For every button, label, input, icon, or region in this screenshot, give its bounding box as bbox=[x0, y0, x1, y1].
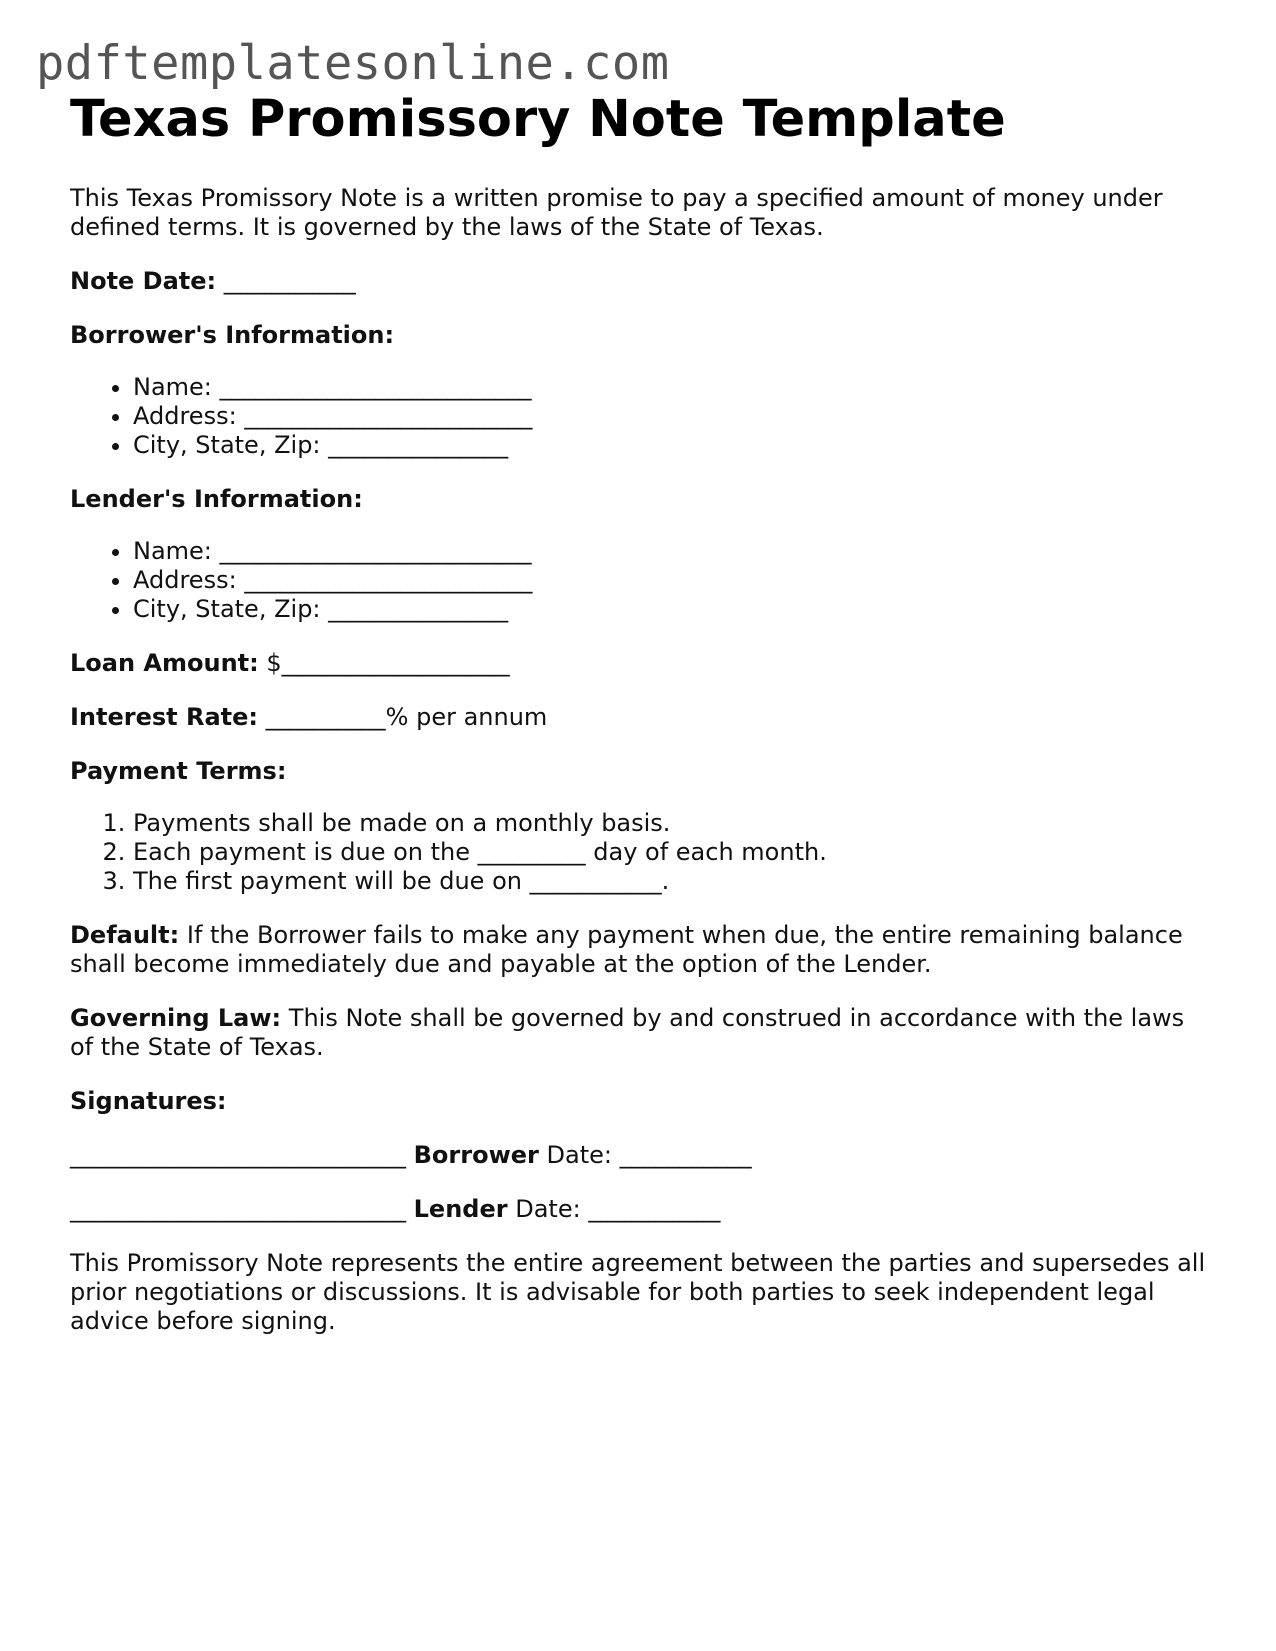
document-body bbox=[70, 88, 1210, 1336]
borrower-heading bbox=[70, 321, 1210, 350]
payment-terms-heading-label: Payment Terms: bbox=[70, 757, 287, 785]
borrower-date-label: Date: bbox=[546, 1141, 612, 1169]
default-clause bbox=[70, 921, 1210, 979]
lender-name-label: Name: bbox=[133, 537, 212, 565]
list-item bbox=[133, 431, 1210, 460]
watermark-text: pdftemplatesonline.com bbox=[36, 36, 670, 91]
list-item: 1. Payments shall be made on a monthly basis. bbox=[133, 809, 1210, 838]
borrower-info-list bbox=[70, 373, 1210, 460]
loan-amount-label: Loan Amount: bbox=[70, 649, 259, 677]
borrower-signature-line[interactable]: ____________________________ bbox=[70, 1141, 406, 1169]
payment-terms-list bbox=[70, 809, 1210, 896]
list-item bbox=[133, 537, 1210, 566]
lender-date-blank[interactable]: ___________ bbox=[588, 1195, 721, 1223]
payment-terms-heading bbox=[70, 757, 1210, 786]
governing-law-label: Governing Law: bbox=[70, 1004, 282, 1032]
lender-city-label: City, State, Zip: bbox=[133, 595, 321, 623]
governing-law-text: This Note shall be governed by and construed in accordance with the laws of the State of Texas. bbox=[70, 1004, 1185, 1061]
intro-paragraph: This Texas Promissory Note is a written promise to pay a specified amount of money under defined terms. It is governed by the laws of the State of Texas. bbox=[70, 184, 1163, 241]
borrower-city-label: City, State, Zip: bbox=[133, 431, 321, 459]
lender-address-label: Address: bbox=[133, 566, 237, 594]
closing-paragraph: This Promissory Note represents the entire agreement between the parties and supersedes all prior negotiations or discussions. It is advisable for both parties to seek independent legal advice before signing. bbox=[70, 1249, 1206, 1335]
borrower-name-label: Name: bbox=[133, 373, 212, 401]
loan-amount-blank[interactable]: $___________________ bbox=[266, 649, 510, 677]
page-title: Texas Promissory Note Template bbox=[70, 90, 1006, 149]
note-date-label: Note Date: bbox=[70, 267, 217, 295]
borrower-name-blank[interactable]: __________________________ bbox=[219, 373, 532, 401]
borrower-role-label: Borrower bbox=[413, 1141, 539, 1169]
governing-law-clause bbox=[70, 1004, 1210, 1062]
list-item: 3. The first payment will be due on ___________. bbox=[133, 867, 1210, 896]
list-item bbox=[133, 373, 1210, 402]
lender-signature-row bbox=[70, 1195, 1210, 1224]
interest-rate-field bbox=[70, 703, 1210, 732]
interest-rate-blank[interactable]: __________% per annum bbox=[265, 703, 548, 731]
lender-address-blank[interactable]: ________________________ bbox=[244, 566, 533, 594]
default-text: If the Borrower fails to make any payment when due, the entire remaining balance shall become immediately due and payable at the option of the Lender. bbox=[70, 921, 1183, 978]
note-date-blank[interactable]: ___________ bbox=[223, 267, 356, 295]
note-date-field bbox=[70, 267, 1210, 296]
borrower-city-blank[interactable]: _______________ bbox=[328, 431, 509, 459]
list-item bbox=[133, 595, 1210, 624]
borrower-address-label: Address: bbox=[133, 402, 237, 430]
borrower-signature-row bbox=[70, 1141, 1210, 1170]
lender-heading-label: Lender's Information: bbox=[70, 485, 363, 513]
lender-city-blank[interactable]: _______________ bbox=[328, 595, 509, 623]
borrower-address-blank[interactable]: ________________________ bbox=[244, 402, 533, 430]
list-item bbox=[133, 566, 1210, 595]
signatures-heading-label: Signatures: bbox=[70, 1087, 227, 1115]
loan-amount-field bbox=[70, 649, 1210, 678]
signatures-heading bbox=[70, 1087, 1210, 1116]
borrower-date-blank[interactable]: ___________ bbox=[619, 1141, 752, 1169]
borrower-heading-label: Borrower's Information: bbox=[70, 321, 395, 349]
list-item bbox=[133, 402, 1210, 431]
interest-rate-label: Interest Rate: bbox=[70, 703, 259, 731]
lender-date-label: Date: bbox=[515, 1195, 581, 1223]
lender-role-label: Lender bbox=[413, 1195, 508, 1223]
lender-heading bbox=[70, 485, 1210, 514]
lender-info-list bbox=[70, 537, 1210, 624]
lender-signature-line[interactable]: ____________________________ bbox=[70, 1195, 406, 1223]
lender-name-blank[interactable]: __________________________ bbox=[219, 537, 532, 565]
default-label: Default: bbox=[70, 921, 180, 949]
list-item: 2. Each payment is due on the _________ day of each month. bbox=[133, 838, 1210, 867]
